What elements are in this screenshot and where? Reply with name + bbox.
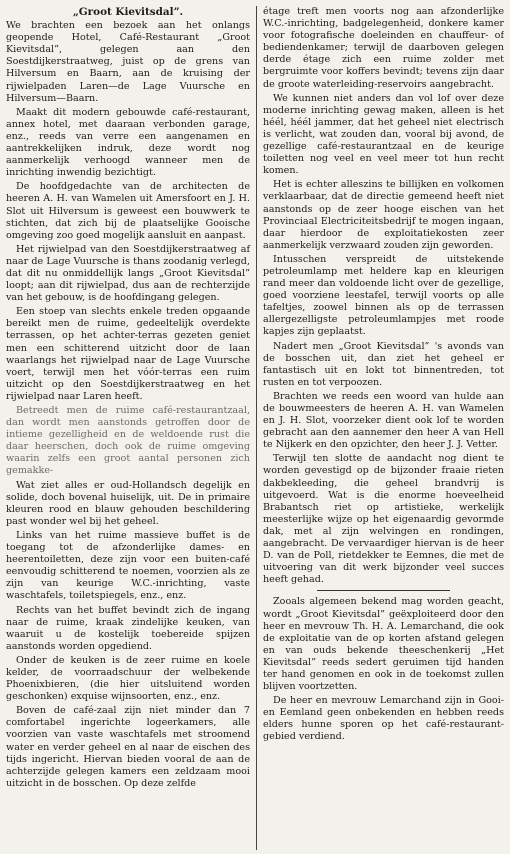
paragraph-directie: Het is echter alleszins te billijken en volkomen verklaarbaar, dat de directie gemeend heeft niet aanstonds op de zeer hooge eischen van het Provinciaal Electriciteitsbedrijf te mogen ingaan, daar hierdoor de exploitatiekosten zeer aanmerkelijk verzwaard zouden zijn geworden. — [263, 179, 504, 251]
paragraph-petroleum-lamps: Intusschen verspreidt de uitstekende petroleumlamp met heldere kap en kleurigen rand meer dan voldoende licht over de gezellige, goed voorziene leestafel, terwijl voorts op alle tafeltjes, zoowel binnen als op de terrassen allergezelligste petroleumlampjes met roode kapjes zijn geplaatst. — [263, 253, 504, 338]
paragraph-floor-continued: étage treft men voorts nog aan afzonderlijke W.C.-inrichting, badgelegenheid, donkere kamer voor fotografische doeleinden en chauffeur- of bediendenkamer; terwijl de daarboven gelegen derde étage zich een ruime zolder met bergruimte voor koffers bevindt; tevens zijn daar de groote waterleiding-reservoirs aangebracht. — [263, 6, 504, 90]
paragraph-evening-view: Nadert men „Groot Kievitsdal” 's avonds van de bosschen uit, dan ziet het geheel er fantastisch uit en lokt tot binnentreden, tot rusten en tot verpoozen. — [263, 340, 504, 388]
paragraph-builders: Brachten we reeds een woord van hulde aan de bouwmeesters de heeren A. H. van Wamelen en J. H. Slot, voorzeker dient ook lof te worden gebracht aan den aannemer den heer A van Hell te Nijkerk en den opzichter, den heer J. J. Vetter. — [263, 390, 504, 451]
left-column — [6, 6, 256, 850]
paragraph-toilets: Links van het ruime massieve buffet is de toegang tot de afzonderlijke dames- en heerentoiletten, deze zijn voor een buiten-café eenvoudig schitterend te noemen, voorzien als ze zijn van keurige W.C.-inrichting, vaste waschtafels, toiletspiegels, enz., enz. — [6, 529, 250, 602]
paragraph-old-dutch: Wat ziet alles er oud-Hollandsch degelijk en solide, doch bovenal huiselijk, uit. De in primaire kleuren rood en blauw gehouden beschildering past wonder wel bij het geheel. — [6, 479, 250, 527]
paragraph-kitchen: Rechts van het buffet bevindt zich de ingang naar de ruime, kraak zindelijke keuken, van waaruit u de kostelijk toebereide spijzen aanstonds worden opgediend. — [6, 604, 250, 652]
paragraph-thatched-roof: Terwijl ten slotte de aandacht nog dient te worden gevestigd op de bijzonder fraaie rieten dakbekleeding, die geheel brandvrij is uitgevoerd. Wat is die enorme hoeveelheid Brabantsch riet op artistieke, werkelijk meesterlijke wijze op het eigenaardig gevormde dak, met al zijn welvingen en rondingen, aangebracht. De vervaardiger hiervan is de heer D. van de Poll, rietdekker te Eemnes, die met de uitvoering van dit werk bijzonder veel succes heeft gehad. — [263, 453, 504, 586]
paragraph-guest-rooms: Boven de café-zaal zijn niet minder dan 7 comfortabel ingerichte logeerkamers, alle voorzien van vaste waschtafels met stroomend water en verder geheel en al naar de eischen des tijds ingericht. Hiervan bieden vooral de aan de achterzijde gelegen kamers een zeldzaam mooi uitzicht in de bosschen. Op deze zelfde — [6, 705, 250, 789]
paragraph-intro: We brachten een bezoek aan het onlangs geopende Hotel, Café-Restaurant „Groot Kievitsdal”, gelegen aan den Soestdijkerstraatweg, juist op de grens van Hilversum en Baarn, aan de kruising der rijwielpaden Laren—de Lage Vuursche en Hilversum—Baarn. — [6, 20, 250, 104]
paragraph-electric-light: We kunnen niet anders dan vol lof over deze moderne inrichting gewag maken, alleen is het héél, héél jammer, dat het geheel niet electrisch is verlicht, wat zouden dan, vooral bij avond, de gezellige café-restaurantzaal en de keurige toiletten nog veel en veel meer tot hun recht komen. — [263, 92, 504, 177]
paragraph-restaurant-hall: Betreedt men de ruime café-restaurantzaal, dan wordt men aanstonds getroffen door de intieme gezelligheid en de weldoende rust die daar heerschen, doch ook de ruime omgeving waarin zelfs een groot aantal personen zich gemakke- — [6, 405, 250, 477]
paragraph-cellar: Onder de keuken is de zeer ruime en koele kelder, de voorraadschuur der welbekende Phoenixbieren, (die hier uitsluitend worden geschonken) exquise wijnsoorten, enz., enz. — [6, 654, 250, 703]
paragraph-exploitation: Zooals algemeen bekend mag worden geacht, wordt „Groot Kievitsdal” geëxploiteerd door den heer en mevrouw Th. H. A. Lemarchand, die ook de exploitatie van de op korten afstand gelegen en van ouds bekende theeschenkerij „Het Kievitsdal” reeds sedert geruimen tijd handen ter hand genomen en ook in de toekomst zullen blijven voortzetten. — [263, 596, 504, 693]
article-title: „Groot Kievitsdal”. — [72, 6, 184, 18]
paragraph-architects: De hoofdgedachte van de architecten de heeren A. H. van Wamelen uit Amersfoort en J. H. Slot uit Hilversum is geweest een bouwwerk te stichten, dat zich bij de plaatselijke Gooische omgeving zoo goed mogelijk aansluit en aanpast. — [6, 181, 250, 241]
paragraph-terraces: Een stoep van slechts enkele treden opgaande bereikt men de ruime, gedeeltelijk overdekte terrassen, op het achter-terras gezeten geniet men een schitterend uitzicht door de laan waarlangs het rijwielpad naar de Lage Vuursche voert, terwijl men het vóór-terras een ruim uitzicht op den Soestdijkerstraatweg en het rijwielpad naar Laren heeft. — [6, 306, 250, 402]
paragraph-bicycle-path: Het rijwielpad van den Soestdijkerstraatweg af naar de Lage Vuursche is thans zoodanig verlegd, dat dit nu onmiddellijk langs „Groot Kievitsdal” loopt; aan dit rijwielpad, dus aan de rechterzijde van het gebouw, is de hoofdingang gelegen. — [6, 243, 250, 304]
paragraph-lemarchand: De heer en mevrouw Lemarchand zijn in Gooi- en Eemland geen onbekenden en hebben reeds elders hunne sporen op het café-restaurant-gebied verdiend. — [263, 695, 504, 743]
right-column — [256, 6, 504, 850]
section-divider — [317, 590, 450, 591]
paragraph-building: Maakt dit modern gebouwde café-restaurant, annex hotel, met daaraan verbonden garage, enz., reeds van verre een aangenamen en aantrekkelijken indruk, deze wordt nog aanmerkelijk verhoogd wanneer men de inrichting inwendig bezichtigt. — [6, 106, 250, 179]
